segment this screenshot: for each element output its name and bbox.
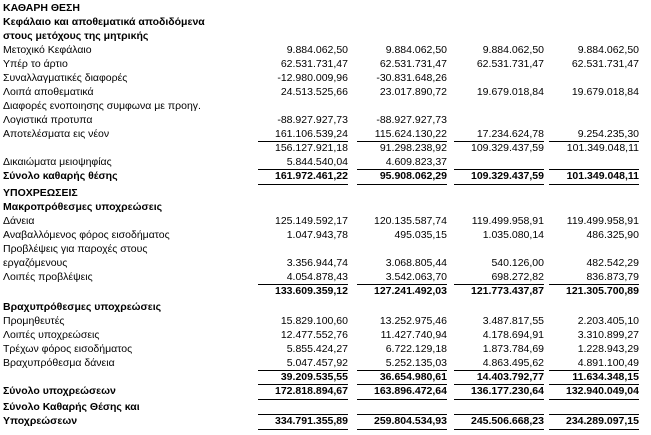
value-cell: 9.884.062,50 (385, 44, 447, 56)
value-cell: -88.927.927,73 (277, 114, 348, 126)
value-cell: 11.634.348,15 (572, 371, 639, 383)
table-row (0, 86, 651, 100)
underline-rule (357, 414, 447, 415)
table-row (0, 170, 651, 184)
value-cell: 5.844.540,04 (286, 156, 348, 168)
value-cell: 172.818.894,67 (275, 385, 348, 397)
row-label: Μακροπρόθεσμες υποχρεώσεις (3, 201, 163, 213)
value-cell: 234.289.097,15 (566, 415, 639, 427)
row-label: Διαφορές ενοποιησης συμφωνα με προηγ. (3, 100, 201, 112)
value-cell: 115.624.130,22 (374, 128, 447, 140)
row-label: Δάνεια (3, 215, 35, 227)
row-label: Προμηθευτές (3, 315, 65, 327)
value-cell: 2.203.405,10 (577, 315, 639, 327)
value-cell: 119.499.958,91 (566, 215, 639, 227)
underline-rule (454, 384, 544, 385)
row-label: Μετοχικό Κεφάλαιο (3, 44, 92, 56)
underline-rule (549, 384, 639, 385)
underline-rule (549, 414, 639, 415)
table-row (0, 58, 651, 72)
value-cell: 163.896.472,64 (374, 385, 447, 397)
underline-rule (357, 370, 447, 371)
value-cell: 3.542.063,70 (385, 271, 447, 283)
underline-rule (258, 370, 348, 371)
value-cell: 24.513.525,66 (280, 86, 348, 98)
value-cell: 91.298.238,92 (379, 142, 447, 154)
row-label: Υποχρεώσεων (3, 415, 78, 427)
row-label: ΚΑΘΑΡΗ ΘΕΣΗ (3, 2, 80, 14)
value-cell: 120.135.587,74 (374, 215, 447, 227)
value-cell: 3.487.817,55 (482, 315, 544, 327)
value-cell: 62.531.731,47 (280, 58, 348, 70)
value-cell: 19.679.018,84 (476, 86, 544, 98)
underline-rule (454, 370, 544, 371)
value-cell: -88.927.927,73 (376, 114, 447, 126)
value-cell: 119.499.958,91 (471, 215, 544, 227)
underline-rule (549, 169, 639, 170)
value-cell: -12.980.009,96 (277, 72, 348, 84)
underline-rule (454, 169, 544, 170)
row-label: Λοιπές προβλέψεις (3, 271, 93, 283)
value-cell: 13.252.975,46 (379, 315, 447, 327)
value-cell: 259.804.534,93 (374, 415, 447, 427)
underline-rule (258, 429, 348, 430)
row-label: Λοιπά αποθεματικά (3, 86, 94, 98)
table-row (0, 142, 651, 156)
value-cell: -30.831.648,26 (376, 72, 447, 84)
value-cell: 4.054.878,43 (286, 271, 348, 283)
row-label: Τρέχων φόρος εισοδήματος (3, 343, 133, 355)
table-row (0, 156, 651, 170)
value-cell: 3.068.805,44 (385, 257, 447, 269)
underline-rule (454, 141, 544, 142)
underline-rule (549, 399, 639, 400)
table-row (0, 257, 651, 271)
value-cell: 132.940.049,04 (566, 385, 639, 397)
underline-rule (258, 184, 348, 185)
value-cell: 1.873.784,69 (482, 343, 544, 355)
table-row (0, 44, 651, 58)
value-cell: 4.178.694,91 (482, 329, 544, 341)
underline-rule (258, 399, 348, 400)
row-label: Βραχυπρόθεσμες υποχρεώσεις (3, 301, 162, 313)
value-cell: 482.542,29 (586, 257, 639, 269)
value-cell: 698.272,82 (491, 271, 544, 283)
row-label: Υπέρ το άρτιο (3, 58, 68, 70)
table-row (0, 201, 651, 215)
row-label: Σύνολο καθαρής θέσης (3, 170, 118, 182)
row-label: Προβλέψεις για παροχές στους (3, 243, 148, 255)
value-cell: 36.654.980,61 (379, 371, 447, 383)
value-cell: 12.477.552,76 (280, 329, 348, 341)
value-cell: 127.241.492,03 (374, 285, 447, 297)
value-cell: 15.829.100,60 (280, 315, 348, 327)
value-cell: 1.228.943,29 (577, 343, 639, 355)
underline-rule (357, 141, 447, 142)
underline-rule (258, 384, 348, 385)
value-cell: 5.855.424,27 (286, 343, 348, 355)
underline-rule (357, 169, 447, 170)
value-cell: 540.126,00 (491, 257, 544, 269)
underline-rule (357, 284, 447, 285)
value-cell: 101.349.048,11 (566, 170, 639, 182)
row-label: εργαζόμενους (3, 257, 68, 269)
underline-rule (454, 184, 544, 185)
value-cell: 486.325,90 (586, 229, 639, 241)
row-label: στους μετόχους της μητρικής (3, 30, 149, 42)
row-label: Λογιστικά προτυπα (3, 114, 93, 126)
value-cell: 23.017.890,72 (379, 86, 447, 98)
table-row (0, 215, 651, 229)
table-row (0, 72, 651, 86)
underline-rule (549, 429, 639, 430)
value-cell: 9.254.235,30 (577, 128, 639, 140)
value-cell: 133.609.359,12 (275, 285, 348, 297)
underline-rule (357, 399, 447, 400)
value-cell: 4.609.823,37 (385, 156, 447, 168)
value-cell: 101.349.048,11 (566, 142, 639, 154)
row-label: Δικαιώματα μειοψηφίας (3, 156, 112, 168)
value-cell: 836.873,79 (586, 271, 639, 283)
value-cell: 39.209.535,55 (280, 371, 348, 383)
table-row (0, 401, 651, 415)
value-cell: 17.234.624,78 (476, 128, 544, 140)
row-label: Αναβαλλόμενος φόρος εισοδήματος (3, 229, 170, 241)
row-label: Βραχυπρόθεσμα δάνεια (3, 357, 115, 369)
underline-rule (258, 169, 348, 170)
table-row (0, 271, 651, 285)
underline-rule (258, 284, 348, 285)
row-label: ΥΠΟΧΡΕΩΣΕΙΣ (3, 187, 78, 199)
table-row (0, 30, 651, 44)
value-cell: 109.329.437,59 (471, 142, 544, 154)
table-row (0, 114, 651, 128)
value-cell: 109.329.437,59 (471, 170, 544, 182)
table-row (0, 301, 651, 315)
value-cell: 121.305.700,89 (566, 285, 639, 297)
table-row (0, 329, 651, 343)
value-cell: 14.403.792,77 (476, 371, 544, 383)
underline-rule (357, 429, 447, 430)
table-row (0, 415, 651, 429)
underline-rule (357, 184, 447, 185)
value-cell: 1.035.080,14 (482, 229, 544, 241)
table-row (0, 243, 651, 257)
value-cell: 334.791.355,89 (275, 415, 348, 427)
row-label: Συναλλαγματικές διαφορές (3, 72, 128, 84)
value-cell: 245.506.668,23 (471, 415, 544, 427)
value-cell: 62.531.731,47 (476, 58, 544, 70)
value-cell: 5.047.457,92 (286, 357, 348, 369)
value-cell: 136.177.230,64 (471, 385, 544, 397)
value-cell: 1.047.943,78 (286, 229, 348, 241)
table-row (0, 16, 651, 30)
underline-rule (454, 429, 544, 430)
underline-rule (258, 414, 348, 415)
table-row (0, 2, 651, 16)
row-label: Κεφάλαιο και αποθεματικά αποδιδόμενα (3, 16, 205, 28)
value-cell: 161.106.539,24 (275, 128, 348, 140)
table-row (0, 229, 651, 243)
value-cell: 4.863.495,62 (482, 357, 544, 369)
value-cell: 156.127.921,18 (275, 142, 348, 154)
underline-rule (454, 284, 544, 285)
table-row (0, 385, 651, 399)
table-row (0, 371, 651, 385)
value-cell: 9.884.062,50 (577, 44, 639, 56)
value-cell: 495.035,15 (394, 229, 447, 241)
value-cell: 6.722.129,18 (385, 343, 447, 355)
row-label: Σύνολο υποχρεώσεων (3, 385, 116, 397)
value-cell: 9.884.062,50 (482, 44, 544, 56)
row-label: Λοιπές υποχρεώσεις (3, 329, 100, 341)
value-cell: 19.679.018,84 (571, 86, 639, 98)
row-label: Αποτελέσματα εις νέον (3, 128, 110, 140)
value-cell: 95.908.062,29 (379, 170, 447, 182)
underline-rule (454, 414, 544, 415)
underline-rule (357, 384, 447, 385)
value-cell: 4.891.100,49 (577, 357, 639, 369)
underline-rule (549, 370, 639, 371)
table-row (0, 100, 651, 114)
table-row (0, 343, 651, 357)
table-row (0, 285, 651, 299)
underline-rule (549, 141, 639, 142)
value-cell: 5.252.135,03 (385, 357, 447, 369)
underline-rule (258, 141, 348, 142)
value-cell: 3.310.899,27 (577, 329, 639, 341)
value-cell: 3.356.944,74 (286, 257, 348, 269)
underline-rule (549, 184, 639, 185)
value-cell: 62.531.731,47 (571, 58, 639, 70)
value-cell: 11.427.740,94 (380, 329, 447, 341)
table-row (0, 187, 651, 201)
underline-rule (454, 399, 544, 400)
table-row (0, 315, 651, 329)
row-label: Σύνολο Καθαρής Θέσης και (3, 401, 140, 413)
value-cell: 125.149.592,17 (275, 215, 348, 227)
underline-rule (549, 284, 639, 285)
value-cell: 121.773.437,87 (471, 285, 544, 297)
value-cell: 161.972.461,22 (275, 170, 348, 182)
value-cell: 62.531.731,47 (379, 58, 447, 70)
value-cell: 9.884.062,50 (286, 44, 348, 56)
table-row (0, 357, 651, 371)
table-row (0, 128, 651, 142)
